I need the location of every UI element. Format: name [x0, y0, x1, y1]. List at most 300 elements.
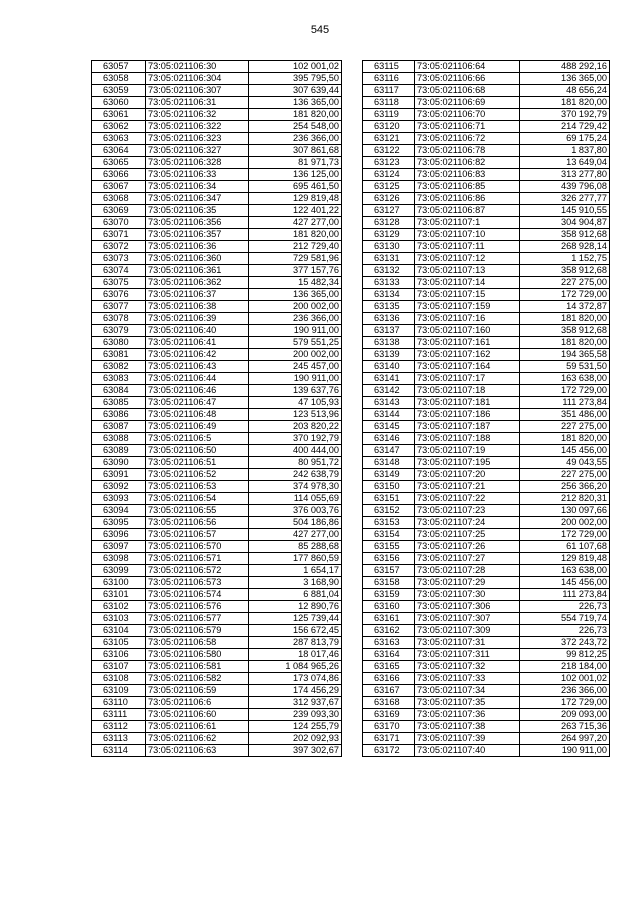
- row-number-cell: 63124: [363, 169, 415, 181]
- cadastral-number-cell: 73:05:021106:55: [146, 505, 249, 517]
- table-row: [92, 337, 342, 349]
- table-row: [363, 493, 610, 505]
- value-cell: 1 654,17: [249, 565, 342, 577]
- row-number-cell: 63093: [92, 493, 146, 505]
- value-cell: 69 175,24: [520, 133, 610, 145]
- table-row: [363, 181, 610, 193]
- row-number-cell: 63168: [363, 697, 415, 709]
- row-number-cell: 63122: [363, 145, 415, 157]
- row-number-cell: 63125: [363, 181, 415, 193]
- row-number-cell: 63142: [363, 385, 415, 397]
- table-row: [92, 109, 342, 121]
- cadastral-number-cell: 73:05:021107:33: [415, 673, 520, 685]
- table-row: [92, 733, 342, 745]
- cadastral-number-cell: 73:05:021106:40: [146, 325, 249, 337]
- cadastral-number-cell: 73:05:021107:18: [415, 385, 520, 397]
- table-row: [363, 217, 610, 229]
- row-number-cell: 63159: [363, 589, 415, 601]
- row-number-cell: 63119: [363, 109, 415, 121]
- cadastral-number-cell: 73:05:021106:328: [146, 157, 249, 169]
- cadastral-number-cell: 73:05:021106:82: [415, 157, 520, 169]
- row-number-cell: 63080: [92, 337, 146, 349]
- value-cell: 80 951,72: [249, 457, 342, 469]
- row-number-cell: 63165: [363, 661, 415, 673]
- row-number-cell: 63118: [363, 97, 415, 109]
- row-number-cell: 63075: [92, 277, 146, 289]
- cadastral-number-cell: 73:05:021106:362: [146, 277, 249, 289]
- cadastral-number-cell: 73:05:021107:306: [415, 601, 520, 613]
- table-row: [92, 277, 342, 289]
- row-number-cell: 63120: [363, 121, 415, 133]
- table-row: [363, 589, 610, 601]
- value-cell: 18 017,46: [249, 649, 342, 661]
- row-number-cell: 63126: [363, 193, 415, 205]
- cadastral-number-cell: 73:05:021106:579: [146, 625, 249, 637]
- table-row: [92, 349, 342, 361]
- cadastral-number-cell: 73:05:021106:576: [146, 601, 249, 613]
- row-number-cell: 63107: [92, 661, 146, 673]
- row-number-cell: 63137: [363, 325, 415, 337]
- value-cell: 1 837,80: [520, 145, 610, 157]
- value-cell: 174 456,29: [249, 685, 342, 697]
- table-row: [363, 241, 610, 253]
- value-cell: 397 302,67: [249, 745, 342, 757]
- value-cell: 395 795,50: [249, 73, 342, 85]
- table-row: [92, 601, 342, 613]
- row-number-cell: 63061: [92, 109, 146, 121]
- row-number-cell: 63166: [363, 673, 415, 685]
- value-cell: 307 861,68: [249, 145, 342, 157]
- value-cell: 256 366,20: [520, 481, 610, 493]
- row-number-cell: 63091: [92, 469, 146, 481]
- cadastral-number-cell: 73:05:021106:37: [146, 289, 249, 301]
- value-cell: 136 365,00: [249, 97, 342, 109]
- value-cell: 61 107,68: [520, 541, 610, 553]
- cadastral-number-cell: 73:05:021106:78: [415, 145, 520, 157]
- cadastral-number-cell: 73:05:021107:30: [415, 589, 520, 601]
- cadastral-number-cell: 73:05:021107:181: [415, 397, 520, 409]
- table-row: [363, 685, 610, 697]
- table-row: [92, 649, 342, 661]
- row-number-cell: 63154: [363, 529, 415, 541]
- value-cell: 14 372,87: [520, 301, 610, 313]
- row-number-cell: 63141: [363, 373, 415, 385]
- cadastral-number-cell: 73:05:021107:36: [415, 709, 520, 721]
- cadastral-number-cell: 73:05:021106:83: [415, 169, 520, 181]
- table-row: [363, 289, 610, 301]
- cadastral-number-cell: 73:05:021107:28: [415, 565, 520, 577]
- table-row: [92, 373, 342, 385]
- row-number-cell: 63132: [363, 265, 415, 277]
- table-row: [363, 361, 610, 373]
- cadastral-number-cell: 73:05:021106:51: [146, 457, 249, 469]
- value-cell: 136 365,00: [520, 73, 610, 85]
- cadastral-number-cell: 73:05:021107:22: [415, 493, 520, 505]
- cadastral-number-cell: 73:05:021106:360: [146, 253, 249, 265]
- value-cell: 181 820,00: [520, 97, 610, 109]
- table-row: [92, 721, 342, 733]
- value-cell: 156 672,45: [249, 625, 342, 637]
- value-cell: 172 729,00: [520, 289, 610, 301]
- value-cell: 1 152,75: [520, 253, 610, 265]
- row-number-cell: 63059: [92, 85, 146, 97]
- cadastral-number-cell: 73:05:021107:25: [415, 529, 520, 541]
- cadastral-number-cell: 73:05:021106:64: [415, 61, 520, 73]
- cadastral-number-cell: 73:05:021106:50: [146, 445, 249, 457]
- cadastral-number-cell: 73:05:021107:19: [415, 445, 520, 457]
- row-number-cell: 63146: [363, 433, 415, 445]
- table-row: [92, 409, 342, 421]
- row-number-cell: 63113: [92, 733, 146, 745]
- value-cell: 227 275,00: [520, 421, 610, 433]
- cadastral-number-cell: 73:05:021107:15: [415, 289, 520, 301]
- row-number-cell: 63151: [363, 493, 415, 505]
- row-number-cell: 63070: [92, 217, 146, 229]
- row-number-cell: 63117: [363, 85, 415, 97]
- cadastral-number-cell: 73:05:021106:32: [146, 109, 249, 121]
- value-cell: 1 084 965,26: [249, 661, 342, 673]
- cadastral-number-cell: 73:05:021106:57: [146, 529, 249, 541]
- row-number-cell: 63098: [92, 553, 146, 565]
- cadastral-number-cell: 73:05:021107:195: [415, 457, 520, 469]
- row-number-cell: 63085: [92, 397, 146, 409]
- cadastral-number-cell: 73:05:021106:48: [146, 409, 249, 421]
- value-cell: 218 184,00: [520, 661, 610, 673]
- table-row: [92, 553, 342, 565]
- row-number-cell: 63153: [363, 517, 415, 529]
- table-row: [363, 325, 610, 337]
- table-row: [363, 721, 610, 733]
- value-cell: 102 001,02: [249, 61, 342, 73]
- table-row: [363, 157, 610, 169]
- value-cell: 114 055,69: [249, 493, 342, 505]
- value-cell: 136 125,00: [249, 169, 342, 181]
- row-number-cell: 63083: [92, 373, 146, 385]
- value-cell: 254 548,00: [249, 121, 342, 133]
- cadastral-number-cell: 73:05:021106:304: [146, 73, 249, 85]
- cadastral-number-cell: 73:05:021106:63: [146, 745, 249, 757]
- row-number-cell: 63065: [92, 157, 146, 169]
- row-number-cell: 63139: [363, 349, 415, 361]
- value-cell: 400 444,00: [249, 445, 342, 457]
- cadastral-number-cell: 73:05:021107:31: [415, 637, 520, 649]
- table-row: [363, 661, 610, 673]
- table-row: [92, 505, 342, 517]
- value-cell: 203 820,22: [249, 421, 342, 433]
- row-number-cell: 63130: [363, 241, 415, 253]
- value-cell: 129 819,48: [520, 553, 610, 565]
- table-row: [92, 481, 342, 493]
- value-cell: 227 275,00: [520, 277, 610, 289]
- table-row: [92, 493, 342, 505]
- cadastral-number-cell: 73:05:021107:164: [415, 361, 520, 373]
- cadastral-number-cell: 73:05:021106:42: [146, 349, 249, 361]
- value-cell: 370 192,79: [249, 433, 342, 445]
- table-row: [92, 193, 342, 205]
- table-row: [92, 301, 342, 313]
- table-row: [363, 61, 610, 73]
- table-row: [92, 565, 342, 577]
- value-cell: 200 002,00: [520, 517, 610, 529]
- row-number-cell: 63103: [92, 613, 146, 625]
- row-number-cell: 63084: [92, 385, 146, 397]
- left-table-body: [92, 61, 342, 757]
- value-cell: 59 531,50: [520, 361, 610, 373]
- cadastral-number-cell: 73:05:021107:26: [415, 541, 520, 553]
- row-number-cell: 63131: [363, 253, 415, 265]
- row-number-cell: 63156: [363, 553, 415, 565]
- value-cell: 377 157,76: [249, 265, 342, 277]
- cadastral-number-cell: 73:05:021107:27: [415, 553, 520, 565]
- value-cell: 245 457,00: [249, 361, 342, 373]
- row-number-cell: 63157: [363, 565, 415, 577]
- table-row: [92, 697, 342, 709]
- cadastral-number-cell: 73:05:021106:38: [146, 301, 249, 313]
- row-number-cell: 63094: [92, 505, 146, 517]
- row-number-cell: 63172: [363, 745, 415, 757]
- value-cell: 181 820,00: [249, 109, 342, 121]
- cadastral-number-cell: 73:05:021107:188: [415, 433, 520, 445]
- value-cell: 172 729,00: [520, 697, 610, 709]
- page-number: 545: [310, 24, 330, 36]
- cadastral-number-cell: 73:05:021106:47: [146, 397, 249, 409]
- cadastral-number-cell: 73:05:021107:161: [415, 337, 520, 349]
- cadastral-number-cell: 73:05:021106:43: [146, 361, 249, 373]
- left-register-table: [91, 60, 342, 757]
- table-row: [92, 181, 342, 193]
- value-cell: 81 971,73: [249, 157, 342, 169]
- value-cell: 194 365,58: [520, 349, 610, 361]
- value-cell: 427 277,00: [249, 217, 342, 229]
- row-number-cell: 63066: [92, 169, 146, 181]
- value-cell: 125 739,44: [249, 613, 342, 625]
- value-cell: 190 911,00: [520, 745, 610, 757]
- table-row: [363, 169, 610, 181]
- row-number-cell: 63147: [363, 445, 415, 457]
- cadastral-number-cell: 73:05:021106:72: [415, 133, 520, 145]
- cadastral-number-cell: 73:05:021107:160: [415, 325, 520, 337]
- value-cell: 370 192,79: [520, 109, 610, 121]
- row-number-cell: 63106: [92, 649, 146, 661]
- cadastral-number-cell: 73:05:021106:70: [415, 109, 520, 121]
- row-number-cell: 63087: [92, 421, 146, 433]
- cadastral-number-cell: 73:05:021106:322: [146, 121, 249, 133]
- value-cell: 129 819,48: [249, 193, 342, 205]
- cadastral-number-cell: 73:05:021106:61: [146, 721, 249, 733]
- row-number-cell: 63114: [92, 745, 146, 757]
- table-row: [363, 445, 610, 457]
- row-number-cell: 63144: [363, 409, 415, 421]
- row-number-cell: 63133: [363, 277, 415, 289]
- cadastral-number-cell: 73:05:021106:54: [146, 493, 249, 505]
- value-cell: 181 820,00: [520, 433, 610, 445]
- value-cell: 177 860,59: [249, 553, 342, 565]
- cadastral-number-cell: 73:05:021106:52: [146, 469, 249, 481]
- row-number-cell: 63062: [92, 121, 146, 133]
- cadastral-number-cell: 73:05:021107:39: [415, 733, 520, 745]
- table-row: [363, 409, 610, 421]
- cadastral-number-cell: 73:05:021107:40: [415, 745, 520, 757]
- table-row: [363, 745, 610, 757]
- value-cell: 12 890,76: [249, 601, 342, 613]
- row-number-cell: 63060: [92, 97, 146, 109]
- table-row: [92, 625, 342, 637]
- value-cell: 372 243,72: [520, 637, 610, 649]
- row-number-cell: 63095: [92, 517, 146, 529]
- row-number-cell: 63102: [92, 601, 146, 613]
- cadastral-number-cell: 73:05:021107:34: [415, 685, 520, 697]
- row-number-cell: 63116: [363, 73, 415, 85]
- value-cell: 242 638,79: [249, 469, 342, 481]
- cadastral-number-cell: 73:05:021106:577: [146, 613, 249, 625]
- value-cell: 579 551,25: [249, 337, 342, 349]
- table-row: [92, 313, 342, 325]
- value-cell: 326 277,77: [520, 193, 610, 205]
- table-row: [363, 397, 610, 409]
- cadastral-number-cell: 73:05:021106:59: [146, 685, 249, 697]
- table-row: [363, 337, 610, 349]
- cadastral-number-cell: 73:05:021106:71: [415, 121, 520, 133]
- cadastral-number-cell: 73:05:021106:361: [146, 265, 249, 277]
- row-number-cell: 63134: [363, 289, 415, 301]
- row-number-cell: 63089: [92, 445, 146, 457]
- table-row: [92, 169, 342, 181]
- row-number-cell: 63158: [363, 577, 415, 589]
- table-row: [363, 601, 610, 613]
- value-cell: 124 255,79: [249, 721, 342, 733]
- value-cell: 263 715,36: [520, 721, 610, 733]
- table-row: [363, 613, 610, 625]
- value-cell: 172 729,00: [520, 529, 610, 541]
- table-row: [92, 97, 342, 109]
- row-number-cell: 63100: [92, 577, 146, 589]
- row-number-cell: 63086: [92, 409, 146, 421]
- cadastral-number-cell: 73:05:021106:66: [415, 73, 520, 85]
- value-cell: 307 639,44: [249, 85, 342, 97]
- table-row: [363, 649, 610, 661]
- table-row: [92, 133, 342, 145]
- table-row: [92, 205, 342, 217]
- value-cell: 268 928,14: [520, 241, 610, 253]
- table-row: [92, 385, 342, 397]
- table-row: [363, 421, 610, 433]
- cadastral-number-cell: 73:05:021107:14: [415, 277, 520, 289]
- table-row: [92, 469, 342, 481]
- cadastral-number-cell: 73:05:021107:311: [415, 649, 520, 661]
- table-row: [92, 661, 342, 673]
- row-number-cell: 63092: [92, 481, 146, 493]
- cadastral-number-cell: 73:05:021106:44: [146, 373, 249, 385]
- cadastral-number-cell: 73:05:021107:10: [415, 229, 520, 241]
- row-number-cell: 63170: [363, 721, 415, 733]
- cadastral-number-cell: 73:05:021107:186: [415, 409, 520, 421]
- value-cell: 729 581,96: [249, 253, 342, 265]
- table-row: [363, 133, 610, 145]
- row-number-cell: 63096: [92, 529, 146, 541]
- table-row: [363, 373, 610, 385]
- row-number-cell: 63069: [92, 205, 146, 217]
- value-cell: 111 273,84: [520, 589, 610, 601]
- row-number-cell: 63063: [92, 133, 146, 145]
- value-cell: 226,73: [520, 601, 610, 613]
- cadastral-number-cell: 73:05:021106:68: [415, 85, 520, 97]
- value-cell: 190 911,00: [249, 325, 342, 337]
- table-row: [92, 541, 342, 553]
- row-number-cell: 63136: [363, 313, 415, 325]
- value-cell: 181 820,00: [249, 229, 342, 241]
- table-row: [92, 361, 342, 373]
- table-row: [363, 193, 610, 205]
- value-cell: 427 277,00: [249, 529, 342, 541]
- table-row: [363, 433, 610, 445]
- row-number-cell: 63164: [363, 649, 415, 661]
- cadastral-number-cell: 73:05:021106:69: [415, 97, 520, 109]
- row-number-cell: 63073: [92, 253, 146, 265]
- table-row: [92, 241, 342, 253]
- table-row: [363, 85, 610, 97]
- value-cell: 3 168,90: [249, 577, 342, 589]
- table-row: [92, 529, 342, 541]
- cadastral-number-cell: 73:05:021106:327: [146, 145, 249, 157]
- table-row: [363, 733, 610, 745]
- table-row: [363, 229, 610, 241]
- row-number-cell: 63155: [363, 541, 415, 553]
- cadastral-number-cell: 73:05:021107:307: [415, 613, 520, 625]
- cadastral-number-cell: 73:05:021106:62: [146, 733, 249, 745]
- table-row: [92, 685, 342, 697]
- value-cell: 163 638,00: [520, 565, 610, 577]
- row-number-cell: 63148: [363, 457, 415, 469]
- row-number-cell: 63104: [92, 625, 146, 637]
- table-row: [92, 217, 342, 229]
- row-number-cell: 63072: [92, 241, 146, 253]
- table-row: [363, 577, 610, 589]
- row-number-cell: 63167: [363, 685, 415, 697]
- table-row: [363, 301, 610, 313]
- value-cell: 85 288,68: [249, 541, 342, 553]
- value-cell: 123 513,96: [249, 409, 342, 421]
- value-cell: 47 105,93: [249, 397, 342, 409]
- value-cell: 136 365,00: [249, 289, 342, 301]
- table-row: [363, 457, 610, 469]
- cadastral-number-cell: 73:05:021107:309: [415, 625, 520, 637]
- table-row: [363, 541, 610, 553]
- right-register-table: [362, 60, 610, 757]
- value-cell: 13 649,04: [520, 157, 610, 169]
- table-row: [363, 205, 610, 217]
- table-row: [92, 433, 342, 445]
- value-cell: 358 912,68: [520, 325, 610, 337]
- row-number-cell: 63109: [92, 685, 146, 697]
- row-number-cell: 63090: [92, 457, 146, 469]
- cadastral-number-cell: 73:05:021106:31: [146, 97, 249, 109]
- value-cell: 181 820,00: [520, 337, 610, 349]
- row-number-cell: 63171: [363, 733, 415, 745]
- row-number-cell: 63138: [363, 337, 415, 349]
- cadastral-number-cell: 73:05:021106:573: [146, 577, 249, 589]
- cadastral-number-cell: 73:05:021106:6: [146, 697, 249, 709]
- value-cell: 358 912,68: [520, 229, 610, 241]
- cadastral-number-cell: 73:05:021106:356: [146, 217, 249, 229]
- cadastral-number-cell: 73:05:021106:46: [146, 385, 249, 397]
- value-cell: 212 729,40: [249, 241, 342, 253]
- value-cell: 102 001,02: [520, 673, 610, 685]
- value-cell: 172 729,00: [520, 385, 610, 397]
- table-row: [363, 145, 610, 157]
- cadastral-number-cell: 73:05:021106:357: [146, 229, 249, 241]
- value-cell: 212 820,31: [520, 493, 610, 505]
- row-number-cell: 63127: [363, 205, 415, 217]
